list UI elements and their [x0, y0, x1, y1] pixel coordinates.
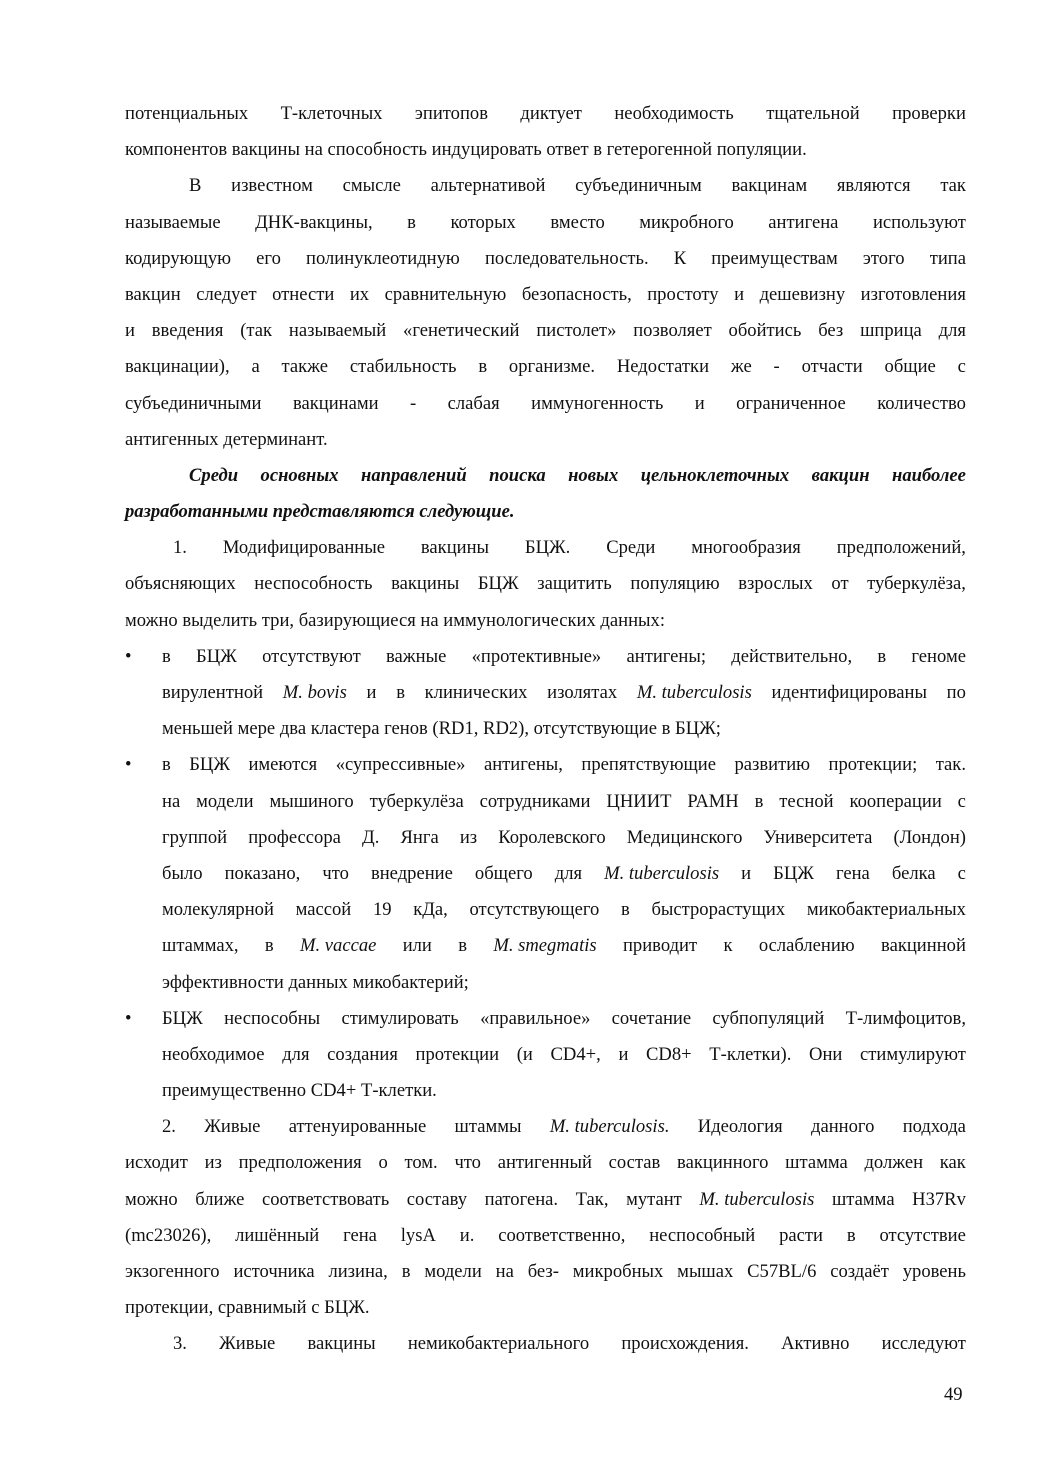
word: CD4+, — [550, 1043, 601, 1065]
text-line — [125, 1182, 966, 1218]
word: CD8+ — [646, 1043, 692, 1065]
word: вакцинами — [292, 392, 379, 414]
text-line — [125, 530, 966, 566]
word: Медицинского — [626, 826, 743, 848]
text-line — [125, 856, 966, 892]
word: К — [673, 247, 687, 269]
word: многообразия — [691, 537, 801, 559]
word: Они — [809, 1043, 843, 1065]
word: отсутствие — [879, 1224, 966, 1246]
word: Активно — [781, 1333, 850, 1355]
word: гена — [835, 862, 870, 884]
word: быстрорастущих — [651, 899, 786, 921]
word: ЦНИИТ — [606, 790, 672, 812]
word: Т-лимфоцитов, — [845, 1007, 966, 1029]
word: H37Rv — [912, 1188, 966, 1210]
word: организме. — [508, 356, 596, 378]
word: гена — [343, 1224, 377, 1246]
word: типа — [929, 247, 966, 269]
word: стимулировать — [341, 1007, 459, 1029]
word: в — [401, 1261, 411, 1282]
word: в — [407, 211, 416, 233]
text-line — [125, 675, 966, 711]
text-line — [125, 349, 966, 385]
word: «супрессивные» — [335, 754, 466, 776]
word: лишённый — [235, 1224, 320, 1246]
word: неспособны — [224, 1007, 321, 1029]
word: неспособный — [649, 1224, 756, 1246]
word: отнести — [272, 283, 335, 305]
word: дешевизну — [759, 283, 846, 305]
text-line — [125, 96, 966, 132]
word: геноме — [911, 645, 966, 667]
word: основных — [260, 464, 339, 486]
word: эпитопов — [414, 103, 488, 124]
word: в — [846, 1224, 856, 1246]
text-line — [125, 1145, 966, 1181]
word: клинических — [424, 682, 528, 703]
word: В — [189, 175, 202, 197]
word: вакцины — [307, 1333, 376, 1355]
word: показано, — [224, 862, 301, 884]
word: его — [256, 247, 281, 269]
word: уровень — [902, 1261, 966, 1282]
word: сочетание — [611, 1007, 692, 1029]
word: из — [204, 1152, 222, 1174]
bullet-marker: • — [125, 754, 132, 776]
word: 3. — [173, 1333, 187, 1355]
word: идентифицированы — [771, 682, 927, 703]
word: из — [459, 826, 478, 848]
word: в — [877, 645, 887, 667]
word: лизина, — [328, 1261, 388, 1282]
word: группой — [162, 826, 228, 848]
word: антигенный — [497, 1152, 592, 1174]
word: БЦЖ — [196, 645, 237, 667]
word: ближе — [195, 1188, 245, 1210]
word: отсутствующего — [469, 899, 600, 921]
word: с — [957, 862, 966, 884]
word: источника — [233, 1261, 315, 1282]
word: которых — [450, 211, 516, 233]
word: последовательность. — [484, 247, 649, 269]
word: к — [723, 935, 733, 957]
word: вирулентной — [162, 682, 264, 703]
word: туберкулёза, — [867, 573, 966, 595]
word: исходит — [125, 1152, 188, 1174]
word: и — [741, 862, 752, 884]
word: для — [554, 862, 583, 884]
word: диктует — [520, 103, 582, 124]
word: (mc23026), — [125, 1224, 212, 1246]
word: 19 — [372, 899, 392, 921]
word: - — [773, 356, 780, 378]
word: и — [694, 392, 705, 414]
word: экзогенного — [125, 1261, 220, 1282]
word: стабильность — [349, 356, 457, 378]
word: также — [281, 356, 329, 378]
word: 2. — [162, 1116, 176, 1138]
text-line — [125, 1001, 966, 1037]
word: неспособность — [254, 573, 373, 595]
word: и — [366, 682, 377, 703]
word: субъединичными — [125, 392, 262, 414]
word: с — [957, 790, 966, 812]
word: 1. — [173, 537, 187, 559]
word: как — [939, 1152, 966, 1174]
word: вакцины — [391, 573, 460, 595]
word: Идеология — [697, 1116, 783, 1138]
word: новых — [568, 464, 619, 486]
word: ДНК-вакцины, — [255, 211, 373, 233]
word: в — [620, 899, 630, 921]
word: «протективные» — [471, 645, 602, 667]
word: должен — [864, 1152, 924, 1174]
word: Университета — [763, 826, 873, 848]
word: в — [162, 645, 171, 667]
word: для — [938, 320, 966, 342]
word: в — [458, 935, 467, 957]
word: популяцию — [630, 573, 720, 595]
word: сравнительную — [384, 283, 507, 305]
word: модели — [424, 1261, 482, 1282]
word: Среди — [606, 537, 656, 559]
word: имеются — [248, 754, 318, 776]
word: Т-клетки). — [709, 1043, 792, 1065]
word: являются — [836, 175, 911, 197]
word: и — [618, 1043, 629, 1065]
word: без — [818, 320, 844, 342]
line-text: эффективности данных микобактерий; — [162, 971, 469, 993]
word: Живые — [204, 1116, 261, 1138]
word: о — [378, 1152, 388, 1174]
word: введения — [151, 320, 224, 342]
text-line — [125, 639, 966, 675]
word: «правильное» — [480, 1007, 591, 1029]
word: так. — [935, 754, 966, 776]
word: Т-клеточных — [280, 103, 383, 124]
word: пистолет» — [536, 320, 617, 342]
text-line — [125, 168, 966, 204]
word: белка — [891, 862, 936, 884]
word: протекции; — [828, 754, 918, 776]
word: мутант — [626, 1188, 682, 1210]
word: Так, — [575, 1188, 609, 1210]
word: мышиного — [269, 790, 354, 812]
word: называемые — [125, 211, 221, 233]
word: полинуклеотидную — [306, 247, 460, 269]
word: C57BL/6 — [747, 1261, 817, 1282]
word: M. smegmatis — [493, 935, 597, 957]
word: можно — [125, 1188, 178, 1210]
text-line — [125, 1073, 966, 1109]
word: было — [162, 862, 203, 884]
word: том. — [404, 1152, 438, 1174]
word: штаммы — [454, 1116, 522, 1138]
word: и — [125, 320, 135, 342]
word: в — [754, 790, 764, 812]
bullet-marker: • — [125, 1007, 132, 1029]
word: микобактериальных — [806, 899, 966, 921]
word: M. tuberculosis. — [549, 1116, 670, 1138]
text-line — [125, 494, 966, 530]
word: антигена — [768, 211, 839, 233]
word: цельноклеточных — [640, 464, 790, 486]
word: Среди — [189, 464, 239, 486]
word: с — [957, 356, 966, 378]
body-text — [125, 96, 966, 1363]
word: отсутствуют — [262, 645, 361, 667]
word: создаёт — [830, 1261, 889, 1282]
word: защитить — [537, 573, 612, 595]
word: объясняющих — [125, 573, 236, 595]
word: называемый — [288, 320, 387, 342]
word: известном — [231, 175, 313, 197]
text-line — [125, 277, 966, 313]
word: массой — [295, 899, 352, 921]
word: Королевского — [498, 826, 606, 848]
word: M. bovis — [282, 682, 347, 703]
word: кодирующую — [125, 247, 232, 269]
word: внедрение — [370, 862, 453, 884]
word: по — [946, 682, 966, 703]
word: общего — [474, 862, 533, 884]
text-line — [125, 132, 966, 168]
word: шприца — [860, 320, 922, 342]
word: (и — [516, 1043, 533, 1065]
word: БЦЖ — [189, 754, 230, 776]
word: подхода — [902, 1116, 966, 1138]
word: субпопуляций — [712, 1007, 825, 1029]
word: в — [162, 754, 171, 776]
word: или — [402, 935, 432, 957]
word: позволяет — [633, 320, 712, 342]
text-line — [125, 747, 966, 783]
text-line — [125, 422, 966, 458]
word: в — [396, 682, 405, 703]
word: «генетический — [403, 320, 520, 342]
word: штамма — [785, 1152, 848, 1174]
word: для — [282, 1043, 310, 1065]
word: препятствующие — [581, 754, 716, 776]
text-line — [125, 458, 966, 494]
word: преимуществам — [711, 247, 838, 269]
word: вакцин — [811, 464, 870, 486]
word: необходимость — [614, 103, 734, 124]
word: проверки — [892, 103, 966, 124]
text-line — [125, 1326, 966, 1362]
text-line — [125, 1290, 966, 1326]
word: вакцинам — [731, 175, 808, 197]
word: потенциальных — [125, 103, 249, 124]
word: вакцинной — [881, 935, 966, 957]
word: сотрудниками — [479, 790, 591, 812]
word: субъединичным — [575, 175, 702, 197]
text-line — [125, 784, 966, 820]
text-line — [125, 820, 966, 856]
word: тщательной — [766, 103, 860, 124]
word: профессора — [248, 826, 341, 848]
text-line — [125, 241, 966, 277]
word: соответственно, — [498, 1224, 626, 1246]
text-line — [125, 205, 966, 241]
word: протекции — [415, 1043, 500, 1065]
word: общие — [884, 356, 936, 378]
word: вакцинации), — [125, 356, 230, 378]
word: антигены, — [483, 754, 563, 776]
word: и. — [459, 1224, 475, 1246]
line-text: преимущественно CD4+ Т-клетки. — [162, 1080, 437, 1102]
word: данного — [811, 1116, 875, 1138]
word: штамма — [831, 1188, 895, 1210]
word: наиболее — [892, 464, 966, 486]
word: обойтись — [728, 320, 802, 342]
word: (Лондон) — [893, 826, 966, 848]
word: ослаблению — [758, 935, 855, 957]
word: РАМН — [687, 790, 739, 812]
word: а — [251, 356, 260, 378]
word: (так — [240, 320, 273, 342]
word: слабая — [447, 392, 500, 414]
line-text: компонентов вакцины на способность индуцировать ответ в гетерогенной популяции. — [125, 139, 807, 161]
word: без- — [527, 1261, 559, 1282]
word: простоту — [647, 283, 719, 305]
word: - — [410, 392, 417, 414]
word: отчасти — [801, 356, 863, 378]
word: стимулируют — [860, 1043, 966, 1065]
word: в — [478, 356, 488, 378]
word: lysA — [400, 1224, 436, 1246]
word: развитию — [734, 754, 811, 776]
word: штаммах, — [162, 935, 239, 957]
text-line — [125, 965, 966, 1001]
word: соответствовать — [261, 1188, 390, 1210]
word: предположений, — [836, 537, 966, 559]
word: изготовления — [860, 283, 966, 305]
line-text: разработанными представляются следующие. — [125, 501, 515, 523]
word: что — [322, 862, 349, 884]
word: вместо — [550, 211, 605, 233]
word: ограниченное — [736, 392, 846, 414]
word: Янга — [400, 826, 439, 848]
word: количество — [877, 392, 966, 414]
word: патогена. — [484, 1188, 559, 1210]
word: микробных — [572, 1261, 664, 1282]
text-line — [125, 603, 966, 639]
word: Живые — [219, 1333, 276, 1355]
word: тесной — [779, 790, 834, 812]
word: взрослых — [738, 573, 813, 595]
word: их — [349, 283, 370, 305]
word: антигены; — [626, 645, 707, 667]
word: БЦЖ — [162, 1007, 203, 1029]
word: модели — [196, 790, 254, 812]
word: необходимое — [162, 1043, 265, 1065]
word: микробного — [639, 211, 734, 233]
word: используют — [872, 211, 966, 233]
text-line — [125, 566, 966, 602]
word: изолятах — [547, 682, 618, 703]
word: БЦЖ. — [524, 537, 571, 559]
word: Модифицированные — [222, 537, 385, 559]
word: смысле — [342, 175, 401, 197]
word: альтернативой — [430, 175, 546, 197]
word: расти — [779, 1224, 823, 1246]
line-text: антигенных детерминант. — [125, 428, 328, 450]
text-line — [125, 1218, 966, 1254]
word: вакцин — [125, 283, 181, 305]
word: аттенуированные — [288, 1116, 427, 1138]
word: так — [940, 175, 966, 197]
word: M. tuberculosis — [699, 1188, 815, 1210]
word: M. vaccae — [299, 935, 377, 957]
word: молекулярной — [162, 899, 274, 921]
word: составу — [406, 1188, 468, 1210]
word: БЦЖ — [773, 862, 814, 884]
word: важные — [386, 645, 447, 667]
word: кооперации — [849, 790, 942, 812]
word: туберкулёза — [369, 790, 464, 812]
line-text: протекции, сравнимый с БЦЖ. — [125, 1297, 370, 1319]
word: что — [454, 1152, 481, 1174]
word: безопасность, — [521, 283, 632, 305]
word: поиска — [489, 464, 546, 486]
line-text: меньшей мере два кластера генов (RD1, RD2), отсутствующие в БЦЖ; — [162, 718, 721, 740]
text-line — [125, 1037, 966, 1073]
word: на — [162, 790, 181, 812]
word: создания — [327, 1043, 398, 1065]
word: БЦЖ — [477, 573, 519, 595]
word: вакцинного — [677, 1152, 769, 1174]
word: приводит — [622, 935, 698, 957]
word: действительно, — [731, 645, 853, 667]
word: на — [495, 1261, 514, 1282]
text-line — [125, 1254, 966, 1290]
word: следует — [196, 283, 257, 305]
word: M. tuberculosis — [636, 682, 752, 703]
word: Недостатки — [616, 356, 710, 378]
word: направлений — [361, 464, 467, 486]
text-line — [125, 892, 966, 928]
word: этого — [862, 247, 905, 269]
page-number: 49 — [944, 1384, 963, 1405]
word: исследуют — [881, 1333, 966, 1355]
text-line — [125, 313, 966, 349]
word: в — [264, 935, 274, 957]
word: вакцины — [420, 537, 490, 559]
word: мышах — [677, 1261, 734, 1282]
word: состав — [608, 1152, 661, 1174]
text-line — [125, 1109, 966, 1145]
line-text: можно выделить три, базирующиеся на иммунологических данных: — [125, 609, 665, 631]
text-line — [125, 928, 966, 964]
word: немикобактериального — [407, 1333, 590, 1355]
word: кДа, — [413, 899, 448, 921]
word: происхождения. — [621, 1333, 749, 1355]
word: Д. — [362, 826, 380, 848]
bullet-marker: • — [125, 645, 132, 667]
word: и — [734, 283, 745, 305]
word: иммуногенность — [531, 392, 664, 414]
text-line — [125, 386, 966, 422]
word: M. tuberculosis — [604, 862, 720, 884]
word: от — [831, 573, 849, 595]
word: же — [730, 356, 752, 378]
word: предположения — [238, 1152, 362, 1174]
text-line — [125, 711, 966, 747]
